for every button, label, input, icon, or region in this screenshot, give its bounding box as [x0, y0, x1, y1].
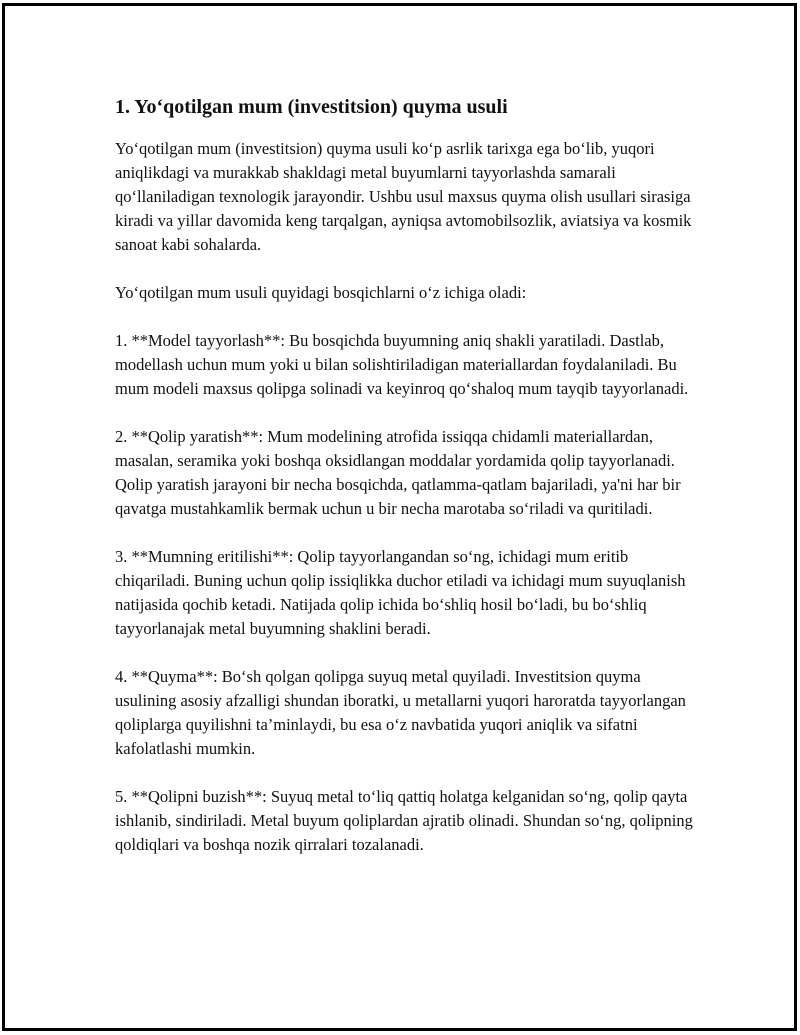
paragraph-intro: Yo‘qotilgan mum (investitsion) quyma usuli ko‘p asrlik tarixga ega bo‘lib, yuqori aniqlikdagi va murakkab shakldagi metal buyumlarni tayyorlashda samarali qo‘llaniladigan texnologik jarayondir. Ushbu usul maxsus quyma olish usullari sirasiga kiradi va yillar davomida keng tarqalgan, ayniqsa avtomobilsozlik, aviatsiya va kosmik sanoat kabi sohalarda. — [115, 139, 692, 254]
paragraph-step-4: 4. **Quyma**: Bo‘sh qolgan qolipga suyuq metal quyiladi. Investitsion quyma usulining asosiy afzalligi shundan iboratki, u metallarni yuqori haroratda tayyorlangan qoliplarga quyilishni ta’minlaydi, bu esa o‘z navbatida yuqori aniqlik va sifatni kafolatlashi mumkin. — [115, 667, 686, 758]
section-heading: 1. Yo‘qotilgan mum (investitsion) quyma usuli — [115, 96, 508, 118]
paragraph-stages-intro: Yo‘qotilgan mum usuli quyidagi bosqichlarni o‘z ichiga oladi: — [115, 283, 527, 302]
paragraph-step-5: 5. **Qolipni buzish**: Suyuq metal to‘liq qattiq holatga kelganidan so‘ng, qolip qayta ishlanib, sindiriladi. Metal buyum qoliplardan ajratib olinadi. Shundan so‘ng, qolipning qoldiqlari va boshqa nozik qirralari tozalanadi. — [115, 787, 693, 854]
paragraph-step-1: 1. **Model tayyorlash**: Bu bosqichda buyumning aniq shakli yaratiladi. Dastlab, modellash uchun mum yoki u bilan solishtiriladigan materiallardan foydalaniladi. Bu mum modeli maxsus qolipga solinadi va keyinroq qo‘shaloq mum tayqib tayyorlanadi. — [115, 331, 689, 398]
paragraph-step-3: 3. **Mumning eritilishi**: Qolip tayyorlangandan so‘ng, ichidagi mum eritib chiqariladi. Buning uchun qolip issiqlikka duchor etiladi va ichidagi mum suyuqlanish natijasida qochib ketadi. Natijada qolip ichida bo‘shliq hosil bo‘ladi, bu bo‘shliq tayyorlanajak metal buyumning shaklini beradi. — [115, 547, 686, 638]
paragraph-step-2: 2. **Qolip yaratish**: Mum modelining atrofida issiqqa chidamli materiallardan, masalan, seramika yoki boshqa oksidlangan moddalar yordamida qolip tayyorlanadi. Qolip yaratish jarayoni bir necha bosqichda, qatlamma-qatlam bajariladi, ya'ni har bir qavatga mustahkamlik bermak uchun u bir necha marotaba so‘riladi va quritiladi. — [115, 427, 681, 518]
document-body — [115, 93, 695, 881]
